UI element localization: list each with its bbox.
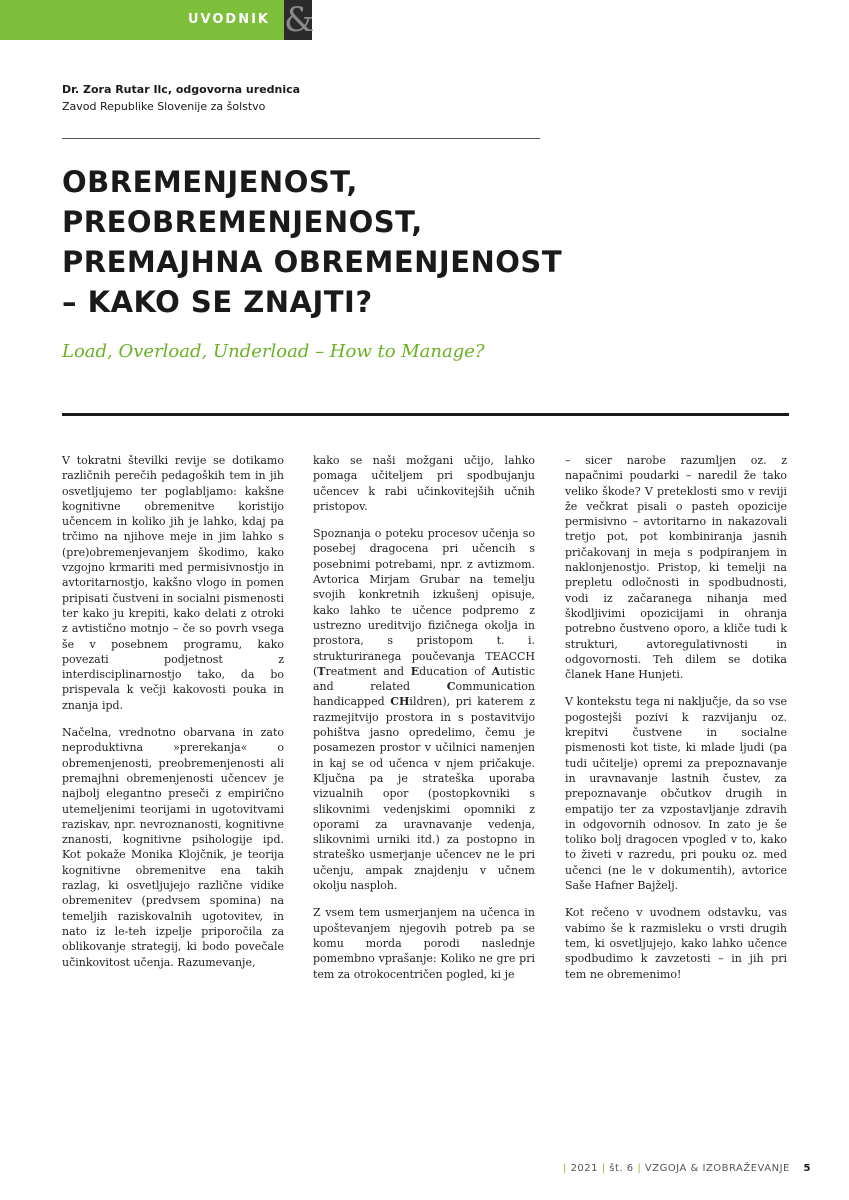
text-run: ducation of xyxy=(419,664,492,678)
author-institution: Zavod Republike Slovenije za šolstvo xyxy=(62,100,266,113)
title-line-1: OBREMENJENOST, xyxy=(62,165,358,199)
page-number: 5 xyxy=(803,1163,811,1174)
text-run: ommunication handicapped xyxy=(313,680,535,709)
acronym-letter: C xyxy=(446,680,456,694)
paragraph: Kot rečeno v uvodnem odstavku, vas vabimo še k razmisleku o vrsti drugih tem, ki osvetljujejo, kako lahko učence spodbudimo k zavzetosti – in jih pri tem ne obremenimo! xyxy=(565,906,787,981)
footer-separator: | xyxy=(563,1163,567,1174)
text-run: utistic and related xyxy=(313,664,535,694)
ampersand-glyph: & xyxy=(284,0,315,40)
author-name: Dr. Zora Rutar Ilc, odgovorna urednica xyxy=(62,83,301,96)
paragraph: V kontekstu tega ni naključje, da so vse pogostejši pozivi k razvijanju oz. krepitvi čustvene in socialne pismenosti kot tiste, ki mlade ljudi (pa tudi učitelje) opremi za prepoznavanje in uravnavanje lastnih čustev, za prepoznavanje občutkov drugih in empatijo ter za vzpostavljanje zdravih in odgovornih odnosov. In zato je še toliko bolj dragocen vpogled v to, kako to živeti v razredu, pri pouku oz. med učenci (ne le v dokumentih), avtorice Saše Hafner Bajželj. xyxy=(565,695,787,893)
text-column-1 xyxy=(62,453,284,982)
text-run: Spoznanja o poteku procesov učenja so posebej dragocena pri učencih s posebnimi potrebami, npr. z avtizmom. Avtorica Mirjam Grubar na temelju svojih konkretnih izkušenj opisuje, kako lahko te učence podpremo z ustrezno ureditvijo fizičnega okolja in prostora, s pristopom t. i. strukturiranega poučevanja TEACCH ( xyxy=(313,527,535,678)
section-bar xyxy=(0,0,284,40)
acronym-letter: A xyxy=(491,664,501,678)
section-label: UVODNIK xyxy=(187,12,270,27)
paragraph: – sicer narobe razumljen oz. z napačnimi poudarki – naredil že tako veliko škode? V preteklosti smo v reviji že večkrat pisali o pasteh opozicije permisivno – avtoritarno in nakazovali tretjo pot, pot kombiniranja jasnih pričakovanj in meja s podpiranjem in naklonjenostjo. Pristop, ki temelji na prepletu odločnosti in spodbudnosti, vodi iz začaranega nihanja med škodljivimi opozicijami in ohranja potrebno čustveno oporo, a kliče tudi k strukturi, avtoregulativnosti in odgovornosti. Teh dilem se dotika članek Hane Hunjeti. xyxy=(565,454,787,682)
paragraph: V tokratni številki revije se dotikamo različnih perečih pedagoških tem in jih osvetljujemo ter poglabljamo: kakšne kognitivne obremenitve koristijo učencem in koliko jih je lahko, kdaj pa trčimo na njihove meje in jim lahko s (pre)obremenjevanjem škodimo, kako vzgojno krmariti med permisivnostjo in avtoritarnostjo, kakšno vlogo in pomen pripisati čustveni in socialni pismenosti ter kako ju krepiti, kako delati z otroki z avtistično motnjo – če so povrh vsega še v posebnem programu, kako povezati podjetnost z interdisciplinarnostjo tako, da bo prispevala k večji kakovosti pouka in znanja ipd. xyxy=(62,454,284,712)
divider-thin xyxy=(62,138,540,139)
article-subtitle: Load, Overload, Underload – How to Manage? xyxy=(62,341,485,362)
acronym-letter: T xyxy=(317,664,326,678)
author-block xyxy=(62,82,300,116)
text-run: reatment and xyxy=(325,664,411,678)
paragraph-teacch xyxy=(313,526,535,893)
title-line-4: – KAKO SE ZNAJTI? xyxy=(62,285,373,319)
footer-separator: | xyxy=(637,1163,642,1174)
text-run: ), pri katerem z razmejitvijo prostora in s postavitvijo pohištva jasno opredelimo, čemu je posamezen prostor v učilnici namenjen in kaj se od učenca v njem pričakuje. Ključna pa je strateška uporaba vizualnih opor (postopkovniki s slikovnimi vedenjskimi opomniki z oporami za uravnavanje vedenja, slikovnimi urniki itd.) za postopno in strateško usmerjanje učencev ne le pri učenju, ampak znajdenju v učnem okolju nasploh. xyxy=(313,695,535,893)
footer-year: 2021 xyxy=(570,1163,599,1174)
paragraph: Z vsem tem usmerjanjem na učenca in upoštevanjem njegovih potreb pa se komu morda porodi naslednje pomembno vprašanje: Koliko ne gre pri tem za otrokocentričen pogled, ki je xyxy=(313,906,535,981)
page-footer xyxy=(563,1163,811,1174)
ampersand-logo xyxy=(284,0,315,40)
acronym-letter: CH xyxy=(390,695,410,709)
text-column-2 xyxy=(313,453,535,994)
text-column-3 xyxy=(565,453,787,994)
footer-separator: | xyxy=(601,1163,606,1174)
divider-thick xyxy=(62,413,789,416)
footer-journal: VZGOJA & IZOBRAŽEVANJE xyxy=(644,1163,790,1174)
acronym-letter: E xyxy=(410,664,420,678)
footer-issue: št. 6 xyxy=(609,1163,634,1174)
text-run: ildren xyxy=(409,695,443,709)
article-title xyxy=(62,162,782,322)
paragraph: Načelna, vrednotno obarvana in zato neproduktivna »prerekanja« o obremenjenosti, preobremenjenosti ali premajhni obremenjenosti učencev je najbolj elegantno preseči z empirično utemeljenimi teorijami in ugotovitvami raziskav, npr. nevroznanosti, kognitivne znanosti, kognitivne psihologije ipd. Kot pokaže Monika Klojčnik, je teorija kognitivne obremenitve ena takih razlag, ki osvetljujejo različne vidike obremenitev (predvsem spomina) na temeljih raziskovalnih ugotovitev, in nato iz le-teh izpelje priporočila za oblikovanje strategij, ki bodo povečale učinkovitost učenja. Razumevanje, xyxy=(62,726,284,969)
title-line-3: PREMAJHNA OBREMENJENOST xyxy=(62,245,563,279)
title-line-2: PREOBREMENJENOST, xyxy=(62,205,423,239)
paragraph: kako se naši možgani učijo, lahko pomaga učiteljem pri spodbujanju učencev k rabi učinkovitejših učnih pristopov. xyxy=(313,454,535,513)
